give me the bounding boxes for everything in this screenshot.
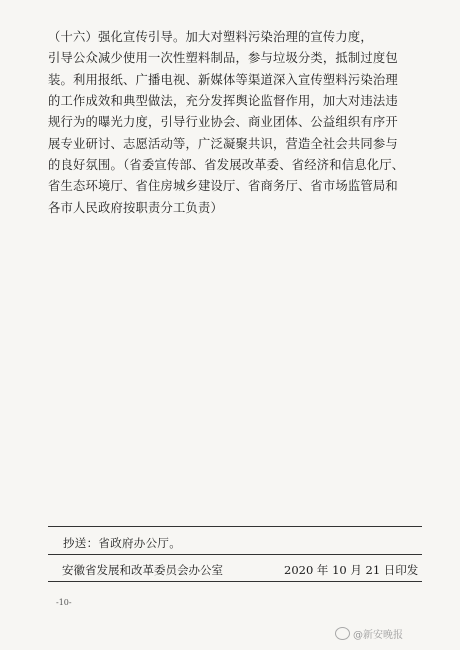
body-line: 的工作成效和典型做法，充分发挥舆论监督作用，加大对违法违	[48, 94, 398, 109]
body-line: 省生态环境厅、省住房城乡建设厅、省商务厅、省市场监管局和	[48, 179, 398, 194]
body-line: 各市人民政府按职责分工负责）	[48, 200, 223, 215]
footer-middle-rule	[48, 554, 422, 555]
footer-top-rule	[48, 526, 422, 527]
body-line: 规行为的曝光力度，引导行业协会、商业团体、公益组织有序开	[48, 115, 398, 130]
issue-date: 2020 年 10 月 21 日印发	[284, 563, 419, 577]
watermark	[335, 626, 403, 641]
body-line: 展专业研讨、志愿活动等，广泛凝聚共识，营造全社会共同参与	[48, 136, 398, 151]
weibo-logo-icon	[335, 627, 350, 640]
cc-line: 抄送：省政府办公厅。	[63, 536, 181, 550]
page-number: -10-	[56, 598, 72, 607]
body-line: 引导公众减少使用一次性塑料制品，参与垃圾分类，抵制过度包	[48, 51, 398, 66]
watermark-text: @新安晚报	[353, 630, 403, 641]
body-line: （十六）强化宣传引导。加大对塑料污染治理的宣传力度，	[48, 30, 373, 44]
issuer: 安徽省发展和改革委员会办公室	[62, 563, 223, 577]
body-line: 的良好氛围。（省委宣传部、省发展改革委、省经济和信息化厅、	[48, 158, 405, 173]
body-paragraph	[48, 27, 420, 219]
body-line: 装。利用报纸、广播电视、新媒体等渠道深入宣传塑料污染治理	[48, 72, 398, 87]
footer-bottom-rule	[48, 581, 422, 582]
